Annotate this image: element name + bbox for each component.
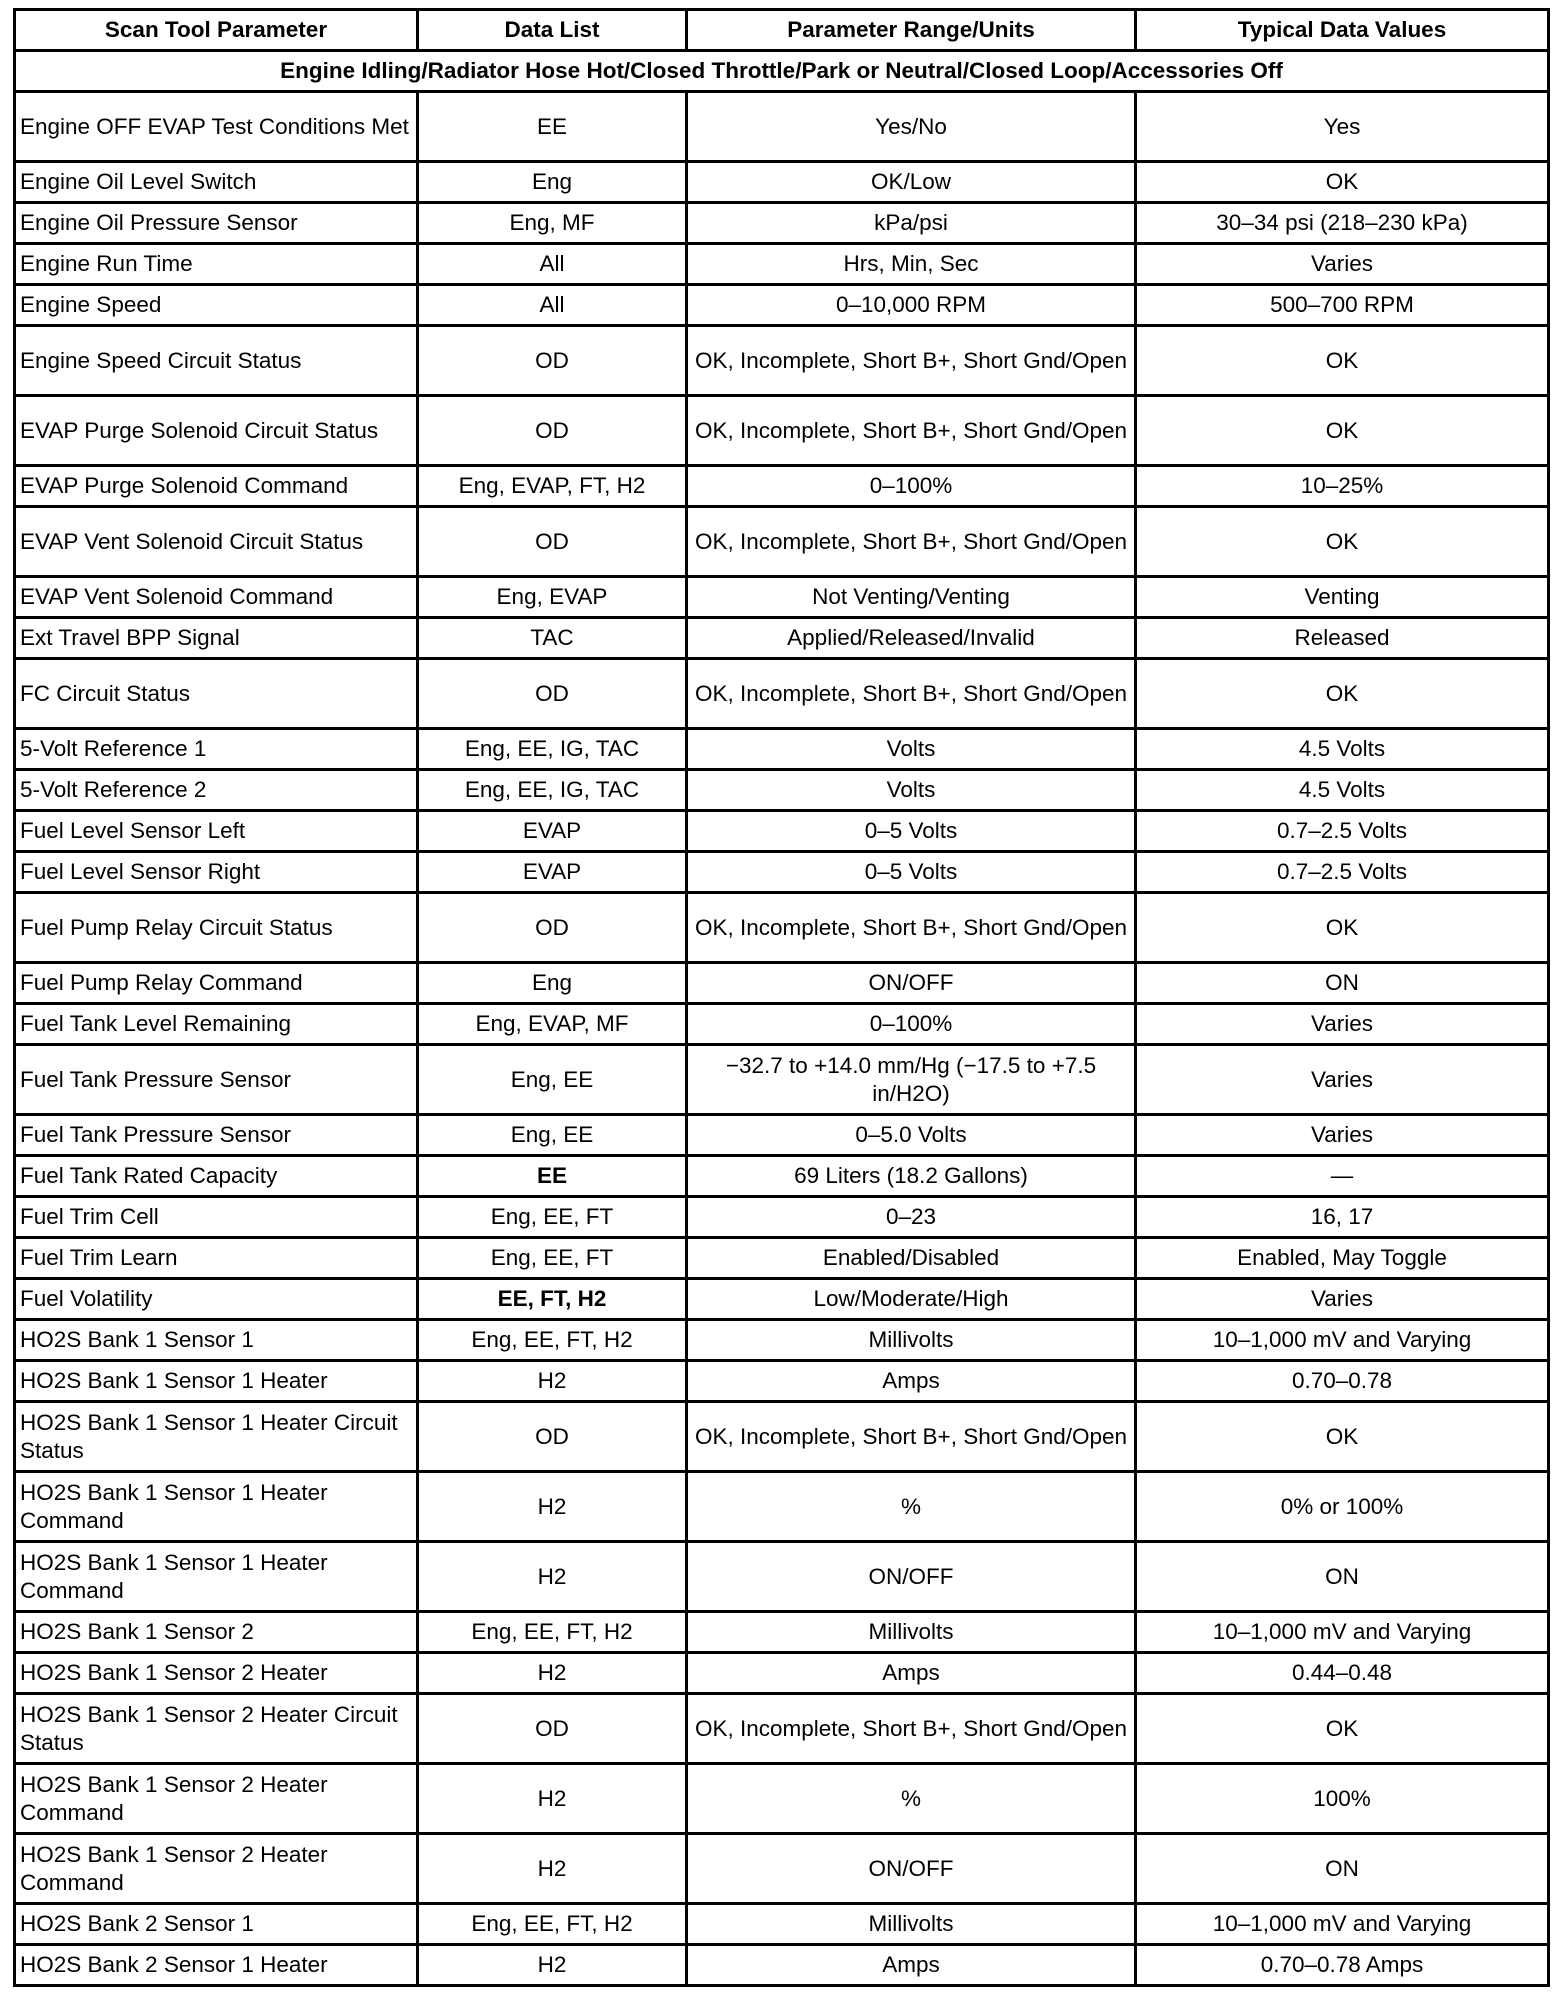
table-row xyxy=(15,1238,1549,1279)
cell-scan-tool-parameter: Fuel Tank Level Remaining xyxy=(15,1004,418,1045)
cell-data-list: OD xyxy=(418,507,687,577)
cell-scan-tool-parameter: HO2S Bank 1 Sensor 2 Heater Command xyxy=(15,1834,418,1904)
cell-typical-value: 0.44–0.48 xyxy=(1136,1653,1549,1694)
cell-typical-value: OK xyxy=(1136,507,1549,577)
cell-scan-tool-parameter: 5-Volt Reference 1 xyxy=(15,729,418,770)
cell-typical-value: Yes xyxy=(1136,92,1549,162)
cell-typical-value: Varies xyxy=(1136,244,1549,285)
table-row xyxy=(15,811,1549,852)
cell-data-list: TAC xyxy=(418,618,687,659)
cell-scan-tool-parameter: Fuel Pump Relay Circuit Status xyxy=(15,893,418,963)
cell-data-list: OD xyxy=(418,659,687,729)
table-row xyxy=(15,203,1549,244)
cell-data-list: EVAP xyxy=(418,811,687,852)
cell-scan-tool-parameter: EVAP Vent Solenoid Circuit Status xyxy=(15,507,418,577)
table-row xyxy=(15,1945,1549,1986)
table-row xyxy=(15,1361,1549,1402)
section-title: Engine Idling/Radiator Hose Hot/Closed Throttle/Park or Neutral/Closed Loop/Accessories Off xyxy=(15,51,1549,92)
cell-data-list: Eng, EVAP, FT, H2 xyxy=(418,466,687,507)
cell-scan-tool-parameter: Fuel Level Sensor Right xyxy=(15,852,418,893)
cell-data-list: EE xyxy=(418,92,687,162)
table-row xyxy=(15,1764,1549,1834)
scan-tool-data-sheet xyxy=(13,8,1547,1987)
cell-parameter-range: % xyxy=(687,1472,1136,1542)
cell-typical-value: Varies xyxy=(1136,1045,1549,1115)
cell-scan-tool-parameter: Fuel Trim Learn xyxy=(15,1238,418,1279)
cell-data-list: Eng, EVAP, MF xyxy=(418,1004,687,1045)
table-row xyxy=(15,963,1549,1004)
table-row xyxy=(15,1045,1549,1115)
cell-data-list: OD xyxy=(418,1402,687,1472)
table-row xyxy=(15,1542,1549,1612)
table-row xyxy=(15,729,1549,770)
table-row xyxy=(15,659,1549,729)
table-row xyxy=(15,852,1549,893)
table-row xyxy=(15,326,1549,396)
table-row xyxy=(15,1279,1549,1320)
cell-data-list: EE, FT, H2 xyxy=(418,1279,687,1320)
cell-data-list: Eng, EE, FT xyxy=(418,1197,687,1238)
cell-scan-tool-parameter: HO2S Bank 1 Sensor 2 xyxy=(15,1612,418,1653)
cell-parameter-range: Amps xyxy=(687,1653,1136,1694)
cell-data-list: EE xyxy=(418,1156,687,1197)
table-row xyxy=(15,1653,1549,1694)
cell-typical-value: 500–700 RPM xyxy=(1136,285,1549,326)
cell-scan-tool-parameter: EVAP Purge Solenoid Circuit Status xyxy=(15,396,418,466)
cell-parameter-range: OK/Low xyxy=(687,162,1136,203)
cell-data-list: Eng, EE, IG, TAC xyxy=(418,770,687,811)
cell-typical-value: OK xyxy=(1136,396,1549,466)
cell-typical-value: 0.7–2.5 Volts xyxy=(1136,811,1549,852)
cell-parameter-range: Low/Moderate/High xyxy=(687,1279,1136,1320)
table-row xyxy=(15,1197,1549,1238)
cell-typical-value: 0.7–2.5 Volts xyxy=(1136,852,1549,893)
cell-typical-value: 10–25% xyxy=(1136,466,1549,507)
cell-data-list: H2 xyxy=(418,1945,687,1986)
cell-scan-tool-parameter: Engine OFF EVAP Test Conditions Met xyxy=(15,92,418,162)
table-row xyxy=(15,285,1549,326)
cell-typical-value: 10–1,000 mV and Varying xyxy=(1136,1612,1549,1653)
table-row xyxy=(15,1320,1549,1361)
cell-typical-value: 100% xyxy=(1136,1764,1549,1834)
cell-parameter-range: 0–100% xyxy=(687,466,1136,507)
cell-scan-tool-parameter: HO2S Bank 1 Sensor 1 Heater Command xyxy=(15,1542,418,1612)
cell-parameter-range: Amps xyxy=(687,1945,1136,1986)
table-row xyxy=(15,507,1549,577)
cell-scan-tool-parameter: Fuel Volatility xyxy=(15,1279,418,1320)
cell-parameter-range: Volts xyxy=(687,729,1136,770)
cell-parameter-range: 0–5 Volts xyxy=(687,811,1136,852)
cell-data-list: Eng, EE, FT, H2 xyxy=(418,1320,687,1361)
table-row xyxy=(15,1115,1549,1156)
cell-typical-value: 30–34 psi (218–230 kPa) xyxy=(1136,203,1549,244)
cell-data-list: OD xyxy=(418,1694,687,1764)
cell-typical-value: Enabled, May Toggle xyxy=(1136,1238,1549,1279)
table-row xyxy=(15,1472,1549,1542)
cell-typical-value: ON xyxy=(1136,1542,1549,1612)
table-row xyxy=(15,618,1549,659)
cell-data-list: All xyxy=(418,244,687,285)
cell-typical-value: OK xyxy=(1136,326,1549,396)
cell-scan-tool-parameter: Fuel Tank Pressure Sensor xyxy=(15,1045,418,1115)
cell-typical-value: OK xyxy=(1136,1402,1549,1472)
cell-data-list: H2 xyxy=(418,1764,687,1834)
section-title-row xyxy=(15,51,1549,92)
table-row xyxy=(15,1694,1549,1764)
cell-data-list: Eng xyxy=(418,162,687,203)
cell-data-list: Eng, EE, FT xyxy=(418,1238,687,1279)
table-row xyxy=(15,1904,1549,1945)
table-row xyxy=(15,577,1549,618)
cell-typical-value: 0% or 100% xyxy=(1136,1472,1549,1542)
cell-scan-tool-parameter: Fuel Tank Rated Capacity xyxy=(15,1156,418,1197)
cell-data-list: OD xyxy=(418,396,687,466)
cell-scan-tool-parameter: HO2S Bank 2 Sensor 1 Heater xyxy=(15,1945,418,1986)
cell-parameter-range: OK, Incomplete, Short B+, Short Gnd/Open xyxy=(687,326,1136,396)
cell-parameter-range: 0–5.0 Volts xyxy=(687,1115,1136,1156)
table-header-row xyxy=(15,10,1549,51)
table-row xyxy=(15,466,1549,507)
cell-parameter-range: OK, Incomplete, Short B+, Short Gnd/Open xyxy=(687,659,1136,729)
table-row xyxy=(15,1004,1549,1045)
cell-parameter-range: kPa/psi xyxy=(687,203,1136,244)
cell-scan-tool-parameter: Engine Run Time xyxy=(15,244,418,285)
cell-data-list: Eng, EE, FT, H2 xyxy=(418,1612,687,1653)
cell-parameter-range: % xyxy=(687,1764,1136,1834)
cell-data-list: OD xyxy=(418,326,687,396)
table-row xyxy=(15,1402,1549,1472)
cell-data-list: Eng, EVAP xyxy=(418,577,687,618)
cell-parameter-range: Applied/Released/Invalid xyxy=(687,618,1136,659)
cell-scan-tool-parameter: Engine Oil Level Switch xyxy=(15,162,418,203)
cell-data-list: Eng, EE, IG, TAC xyxy=(418,729,687,770)
cell-typical-value: Venting xyxy=(1136,577,1549,618)
cell-parameter-range: Not Venting/Venting xyxy=(687,577,1136,618)
cell-typical-value: 0.70–0.78 xyxy=(1136,1361,1549,1402)
table-row xyxy=(15,1834,1549,1904)
cell-data-list: EVAP xyxy=(418,852,687,893)
cell-parameter-range: Millivolts xyxy=(687,1612,1136,1653)
cell-data-list: H2 xyxy=(418,1472,687,1542)
cell-scan-tool-parameter: HO2S Bank 2 Sensor 1 xyxy=(15,1904,418,1945)
cell-parameter-range: 0–23 xyxy=(687,1197,1136,1238)
cell-typical-value: Released xyxy=(1136,618,1549,659)
table-row xyxy=(15,1612,1549,1653)
header-scan-tool-parameter: Scan Tool Parameter xyxy=(15,10,418,51)
cell-scan-tool-parameter: EVAP Purge Solenoid Command xyxy=(15,466,418,507)
cell-typical-value: OK xyxy=(1136,162,1549,203)
cell-parameter-range: 0–5 Volts xyxy=(687,852,1136,893)
cell-parameter-range: OK, Incomplete, Short B+, Short Gnd/Open xyxy=(687,396,1136,466)
cell-typical-value: OK xyxy=(1136,893,1549,963)
cell-parameter-range: Millivolts xyxy=(687,1904,1136,1945)
cell-typical-value: Varies xyxy=(1136,1115,1549,1156)
cell-typical-value: Varies xyxy=(1136,1004,1549,1045)
cell-parameter-range: ON/OFF xyxy=(687,1834,1136,1904)
cell-parameter-range: Enabled/Disabled xyxy=(687,1238,1136,1279)
cell-typical-value: ON xyxy=(1136,1834,1549,1904)
cell-scan-tool-parameter: Fuel Tank Pressure Sensor xyxy=(15,1115,418,1156)
cell-parameter-range: Hrs, Min, Sec xyxy=(687,244,1136,285)
cell-scan-tool-parameter: Fuel Pump Relay Command xyxy=(15,963,418,1004)
table-row xyxy=(15,770,1549,811)
table-row xyxy=(15,1156,1549,1197)
cell-scan-tool-parameter: HO2S Bank 1 Sensor 2 Heater Command xyxy=(15,1764,418,1834)
cell-typical-value: Varies xyxy=(1136,1279,1549,1320)
cell-parameter-range: Yes/No xyxy=(687,92,1136,162)
cell-scan-tool-parameter: FC Circuit Status xyxy=(15,659,418,729)
cell-scan-tool-parameter: EVAP Vent Solenoid Command xyxy=(15,577,418,618)
table-row xyxy=(15,92,1549,162)
cell-scan-tool-parameter: HO2S Bank 1 Sensor 2 Heater xyxy=(15,1653,418,1694)
cell-data-list: H2 xyxy=(418,1542,687,1612)
header-data-list: Data List xyxy=(418,10,687,51)
cell-data-list: H2 xyxy=(418,1361,687,1402)
table-row xyxy=(15,893,1549,963)
cell-scan-tool-parameter: HO2S Bank 1 Sensor 1 xyxy=(15,1320,418,1361)
cell-data-list: OD xyxy=(418,893,687,963)
scan-tool-data-table xyxy=(13,8,1550,1987)
cell-scan-tool-parameter: HO2S Bank 1 Sensor 2 Heater Circuit Status xyxy=(15,1694,418,1764)
cell-typical-value: 4.5 Volts xyxy=(1136,729,1549,770)
cell-scan-tool-parameter: Fuel Level Sensor Left xyxy=(15,811,418,852)
table-row xyxy=(15,162,1549,203)
cell-parameter-range: ON/OFF xyxy=(687,963,1136,1004)
cell-parameter-range: ON/OFF xyxy=(687,1542,1136,1612)
cell-data-list: Eng, MF xyxy=(418,203,687,244)
cell-data-list: All xyxy=(418,285,687,326)
cell-scan-tool-parameter: Engine Speed xyxy=(15,285,418,326)
cell-typical-value: ON xyxy=(1136,963,1549,1004)
header-typical-data-values: Typical Data Values xyxy=(1136,10,1549,51)
cell-parameter-range: OK, Incomplete, Short B+, Short Gnd/Open xyxy=(687,893,1136,963)
cell-typical-value: 16, 17 xyxy=(1136,1197,1549,1238)
cell-parameter-range: −32.7 to +14.0 mm/Hg (−17.5 to +7.5 in/H2O) xyxy=(687,1045,1136,1115)
cell-data-list: Eng, EE xyxy=(418,1115,687,1156)
cell-parameter-range: Amps xyxy=(687,1361,1136,1402)
cell-scan-tool-parameter: 5-Volt Reference 2 xyxy=(15,770,418,811)
cell-parameter-range: Millivolts xyxy=(687,1320,1136,1361)
cell-data-list: Eng, EE xyxy=(418,1045,687,1115)
cell-typical-value: 0.70–0.78 Amps xyxy=(1136,1945,1549,1986)
cell-scan-tool-parameter: HO2S Bank 1 Sensor 1 Heater Circuit Status xyxy=(15,1402,418,1472)
cell-parameter-range: 0–100% xyxy=(687,1004,1136,1045)
cell-parameter-range: OK, Incomplete, Short B+, Short Gnd/Open xyxy=(687,1694,1136,1764)
cell-data-list: H2 xyxy=(418,1653,687,1694)
header-parameter-range-units: Parameter Range/Units xyxy=(687,10,1136,51)
cell-typical-value: 4.5 Volts xyxy=(1136,770,1549,811)
cell-scan-tool-parameter: HO2S Bank 1 Sensor 1 Heater xyxy=(15,1361,418,1402)
cell-parameter-range: 69 Liters (18.2 Gallons) xyxy=(687,1156,1136,1197)
cell-parameter-range: OK, Incomplete, Short B+, Short Gnd/Open xyxy=(687,1402,1136,1472)
cell-scan-tool-parameter: Fuel Trim Cell xyxy=(15,1197,418,1238)
cell-typical-value: OK xyxy=(1136,659,1549,729)
cell-scan-tool-parameter: Ext Travel BPP Signal xyxy=(15,618,418,659)
table-row xyxy=(15,396,1549,466)
cell-parameter-range: 0–10,000 RPM xyxy=(687,285,1136,326)
cell-data-list: Eng xyxy=(418,963,687,1004)
cell-typical-value: — xyxy=(1136,1156,1549,1197)
cell-parameter-range: Volts xyxy=(687,770,1136,811)
cell-typical-value: OK xyxy=(1136,1694,1549,1764)
cell-data-list: Eng, EE, FT, H2 xyxy=(418,1904,687,1945)
cell-typical-value: 10–1,000 mV and Varying xyxy=(1136,1320,1549,1361)
cell-parameter-range: OK, Incomplete, Short B+, Short Gnd/Open xyxy=(687,507,1136,577)
cell-scan-tool-parameter: Engine Oil Pressure Sensor xyxy=(15,203,418,244)
cell-scan-tool-parameter: Engine Speed Circuit Status xyxy=(15,326,418,396)
cell-scan-tool-parameter: HO2S Bank 1 Sensor 1 Heater Command xyxy=(15,1472,418,1542)
cell-data-list: H2 xyxy=(418,1834,687,1904)
cell-typical-value: 10–1,000 mV and Varying xyxy=(1136,1904,1549,1945)
table-row xyxy=(15,244,1549,285)
